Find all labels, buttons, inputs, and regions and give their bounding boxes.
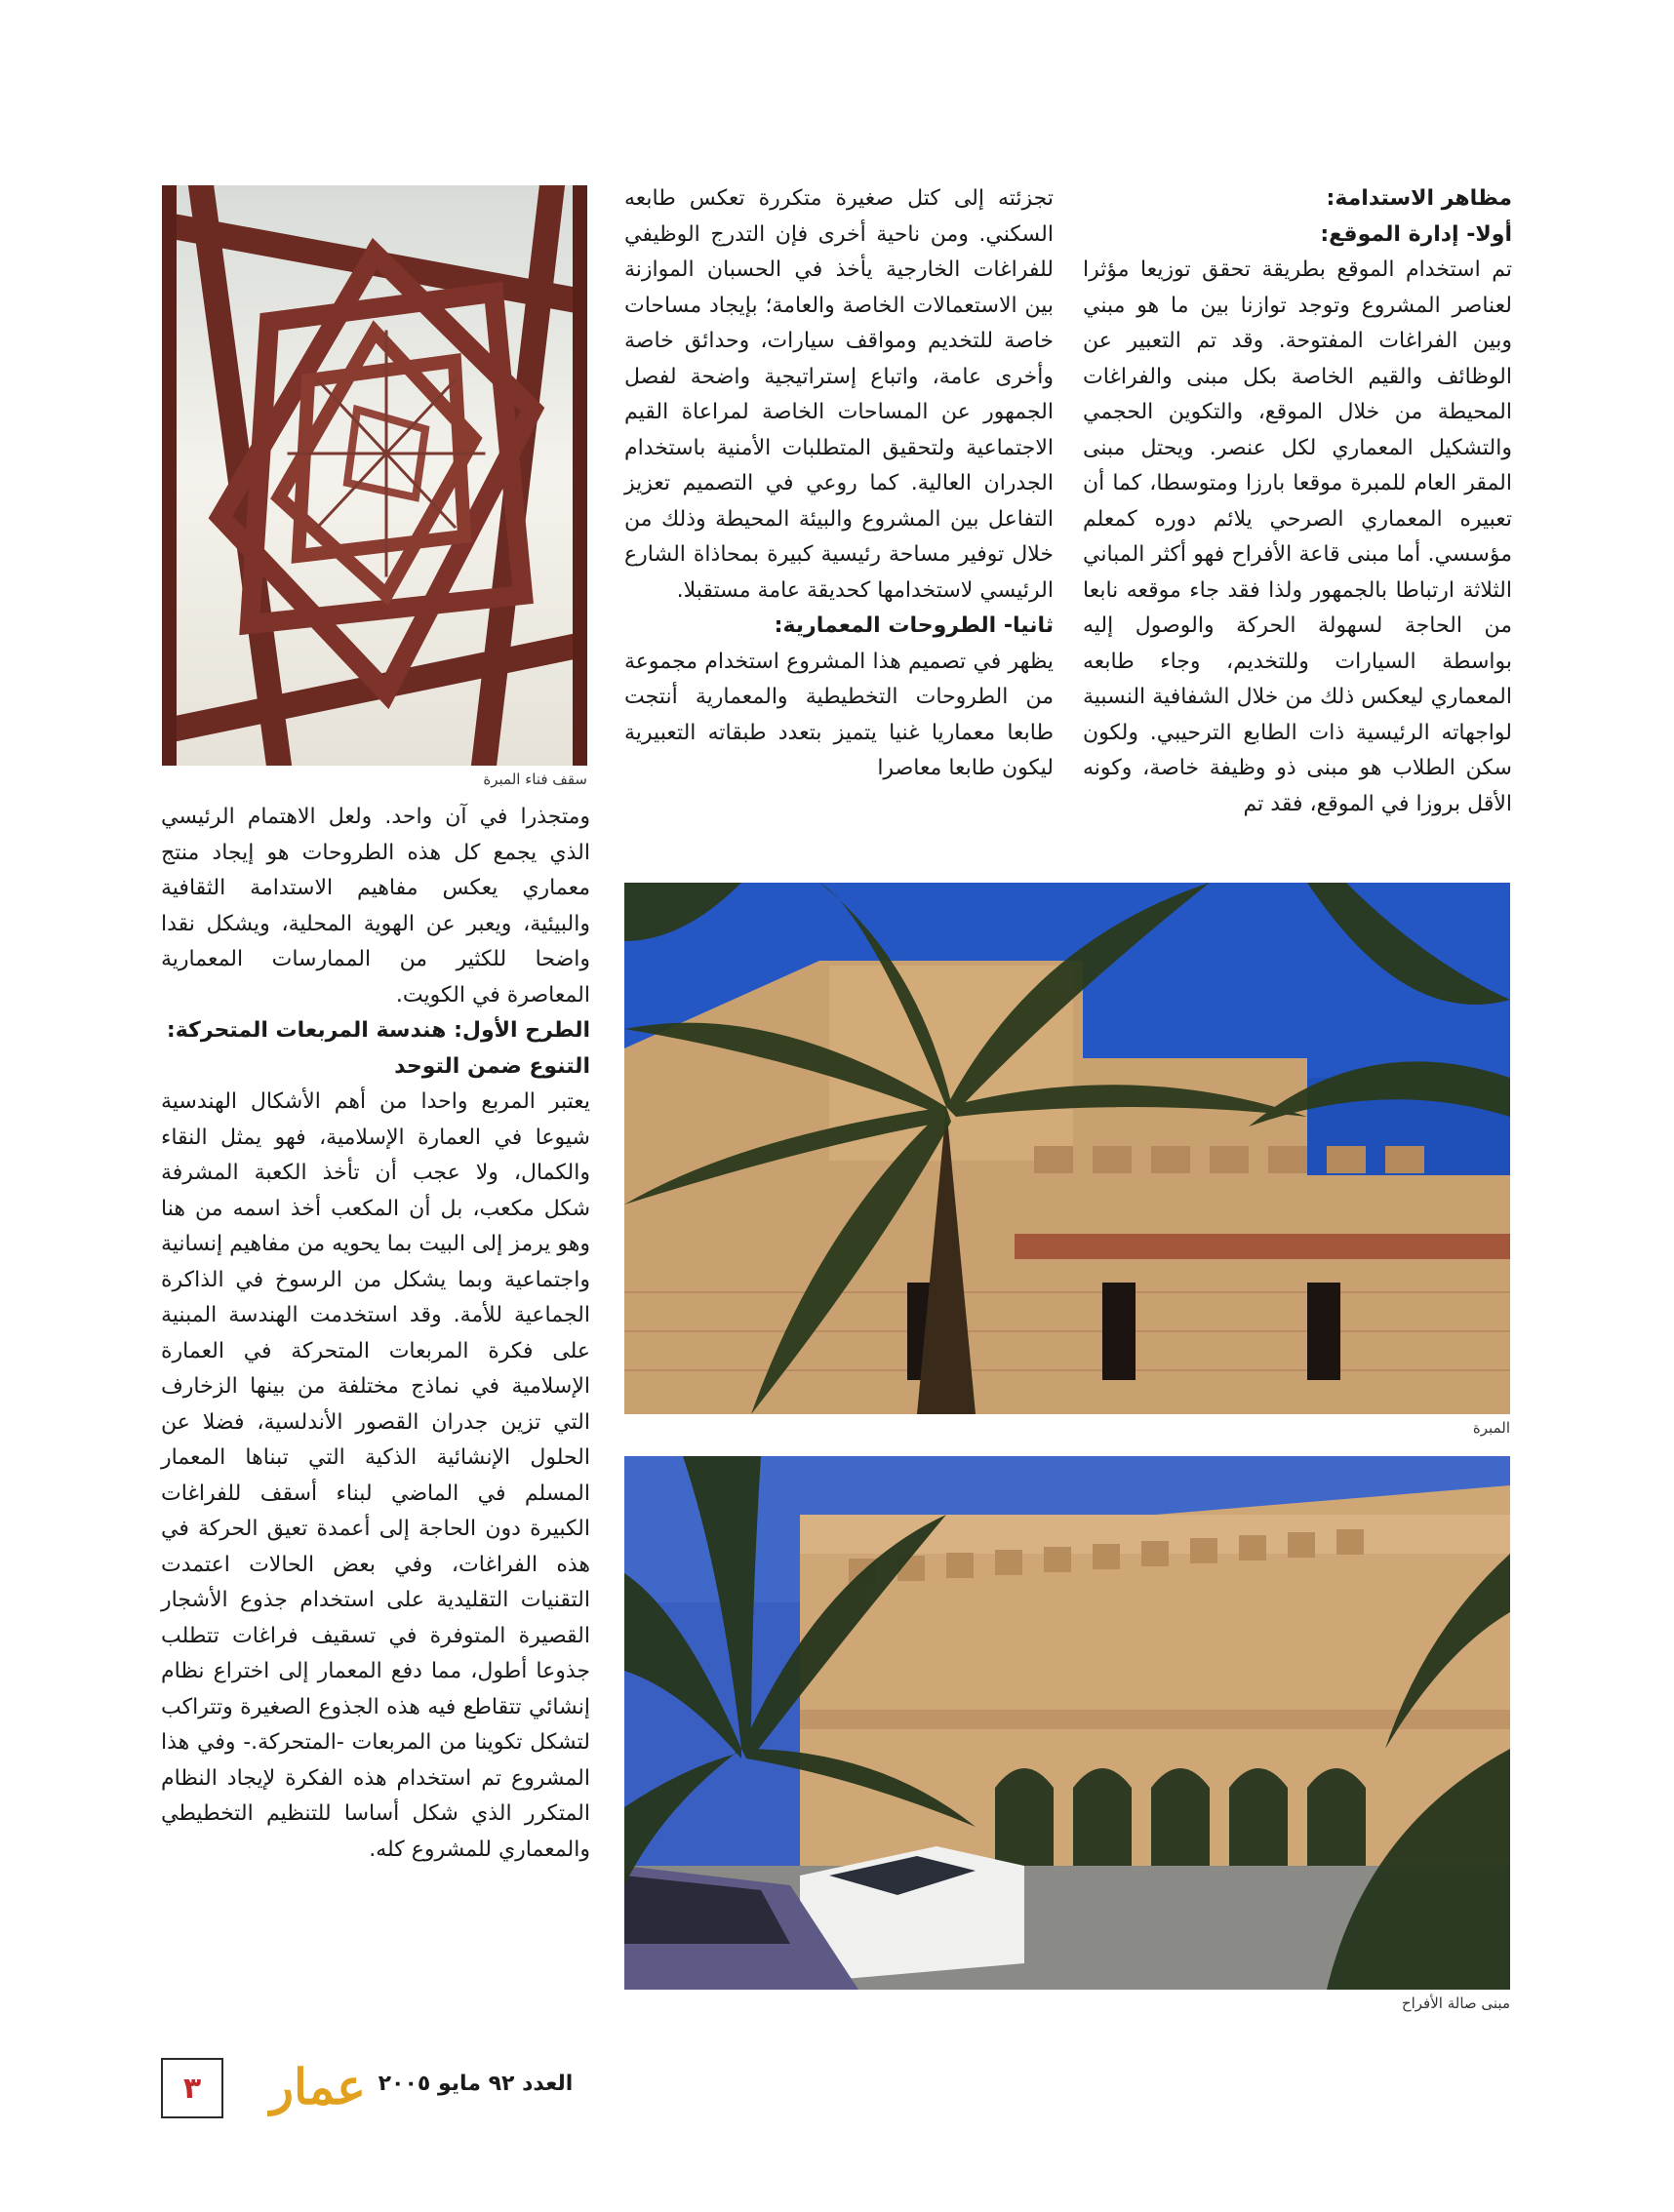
subsection-heading: الطرح الأول: هندسة المربعات المتحركة: <box>166 1018 590 1043</box>
page-number: ٣ <box>161 2058 223 2118</box>
mabarra-building-photo <box>624 883 1510 1414</box>
subsection-subheading: التنوع ضمن التوحد <box>394 1053 590 1079</box>
roof-photo-caption: سقف فناء المبرة <box>483 770 587 788</box>
mabarra-photo-caption: المبرة <box>1472 1419 1510 1437</box>
paragraph: تم استخدام الموقع بطريقة تحقق توزيعا مؤثرا لعناصر المشروع وتوجد توازنا بين ما هو مبني وبين الفراغات المفتوحة. وقد تم التعبير عن الوظائف والقيم الخاصة بكل مبنى والفراغات المحيطة من خلال الموقع، والتكوين الحجمي والتشكيل المعماري لكل عنصر. ويحتل مبنى المقر العام للمبرة موقعا بارزا ومتوسطا، كما أن تعبيره المعماري الصرحي يلائم دوره كمعلم مؤسسي. أما مبنى قاعة الأفراح فهو أكثر المباني الثلاثة ارتباطا بالجمهور ولذا فقد جاء موقعه نابعا من الحاجة لسهولة الحركة والوصول إليه بواسطة السيارات وللتخديم، وجاء طابعه المعماري ليعكس ذلك من خلال الشفافية النسبية لواجهاته الرئيسية ذات الطابع الترحيبي. ولكون سكن الطلاب هو مبنى ذو وظيفة خاصة، وكونه الأقل بروزا في الموقع، فقد تم <box>1083 257 1512 816</box>
subsection-heading: ثانيا- الطروحات المعمارية: <box>774 613 1054 638</box>
issue-info: العدد ٩٢ مايو ٢٠٠٥ <box>378 2072 574 2096</box>
magazine-logo: عمار <box>269 2058 366 2115</box>
wedding-hall-photo <box>624 1456 1510 1990</box>
paragraph: تجزئته إلى كتل صغيرة متكررة تعكس طابعه السكني. ومن ناحية أخرى فإن التدرج الوظيفي للفراغات الخارجية يأخذ في الحسبان الموازنة بين الاستعمالات الخاصة والعامة؛ بإيجاد مساحات خاصة للتخديم ومواقف سيارات، وحدائق خاصة وأخرى عامة، واتباع إستراتيجية واضحة لفصل الجمهور عن المساحات الخاصة لمراعاة القيم الاجتماعية ولتحقيق المتطلبات الأمنية باستخدام الجدران العالية. كما روعي في التصميم تعزيز التفاعل بين المشروع والبيئة المحيطة وذلك من خلال توفير مساحة رئيسية كبيرة بمحاذاة الشارع الرئيسي لاستخدامها كحديقة عامة مستقبلا. <box>624 186 1054 603</box>
page-footer <box>161 2058 574 2120</box>
text-column-left <box>161 800 590 1868</box>
roof-lattice-photo <box>162 185 587 766</box>
paragraph: يعتبر المربع واحدا من أهم الأشكال الهندسية شيوعا في العمارة الإسلامية، فهو يمثل النقاء والكمال، ولا عجب أن تأخذ الكعبة المشرفة شكل مكعب، بل أن المكعب أخذ اسمه من هنا وهو يرمز إلى البيت بما يحويه من مفاهيم إنسانية واجتماعية وبما يشكل من الرسوخ في الذاكرة الجماعية للأمة. وقد استخدمت الهندسة المبنية على فكرة المربعات المتحركة في العمارة الإسلامية في نماذج مختلفة من بينها الزخارف التي تزين جدران القصور الأندلسية، فضلا عن الحلول الإنشائية الذكية التي تبناها المعمار المسلم في الماضي لبناء أسقف للفراغات الكبيرة دون الحاجة إلى أعمدة تعيق الحركة في هذه الفراغات، وفي بعض الحالات اعتمدت التقنيات التقليدية على استخدام جذوع الأشجار القصيرة المتوفرة في تسقيف فراغات تتطلب جذوعا أطول، مما دفع المعمار إلى اختراع نظام إنشائي تتقاطع فيه هذه الجذوع الصغيرة وتتراكب لتشكل تكوينا من المربعات -المتحركة.- وفي هذا المشروع تم استخدام هذه الفكرة لإيجاد النظام المتكرر الذي شكل أساسا للتنظيم التخطيطي والمعماري للمشروع كله. <box>161 1089 590 1862</box>
section-heading: مظاهر الاستدامة: <box>1326 186 1512 211</box>
paragraph: ومتجذرا في آن واحد. ولعل الاهتمام الرئيسي الذي يجمع كل هذه الطروحات هو إيجاد منتج معماري يعكس مفاهيم الاستدامة الثقافية والبيئية، ويعبر عن الهوية المحلية، ويشكل نقدا واضحا للكثير من الممارسات المعمارية المعاصرة في الكويت. <box>161 805 590 1007</box>
subsection-heading: أولا- إدارة الموقع: <box>1320 221 1512 247</box>
hall-photo-caption: مبنى صالة الأفراح <box>1401 1995 1510 2012</box>
text-column-right <box>1083 181 1512 822</box>
paragraph: يظهر في تصميم هذا المشروع استخدام مجموعة من الطروحات التخطيطية والمعمارية أنتجت طابعا معماريا غنيا يتميز بتعدد طبقاته التعبيرية ليكون طابعا معاصرا <box>624 649 1054 780</box>
text-column-middle <box>624 181 1054 787</box>
